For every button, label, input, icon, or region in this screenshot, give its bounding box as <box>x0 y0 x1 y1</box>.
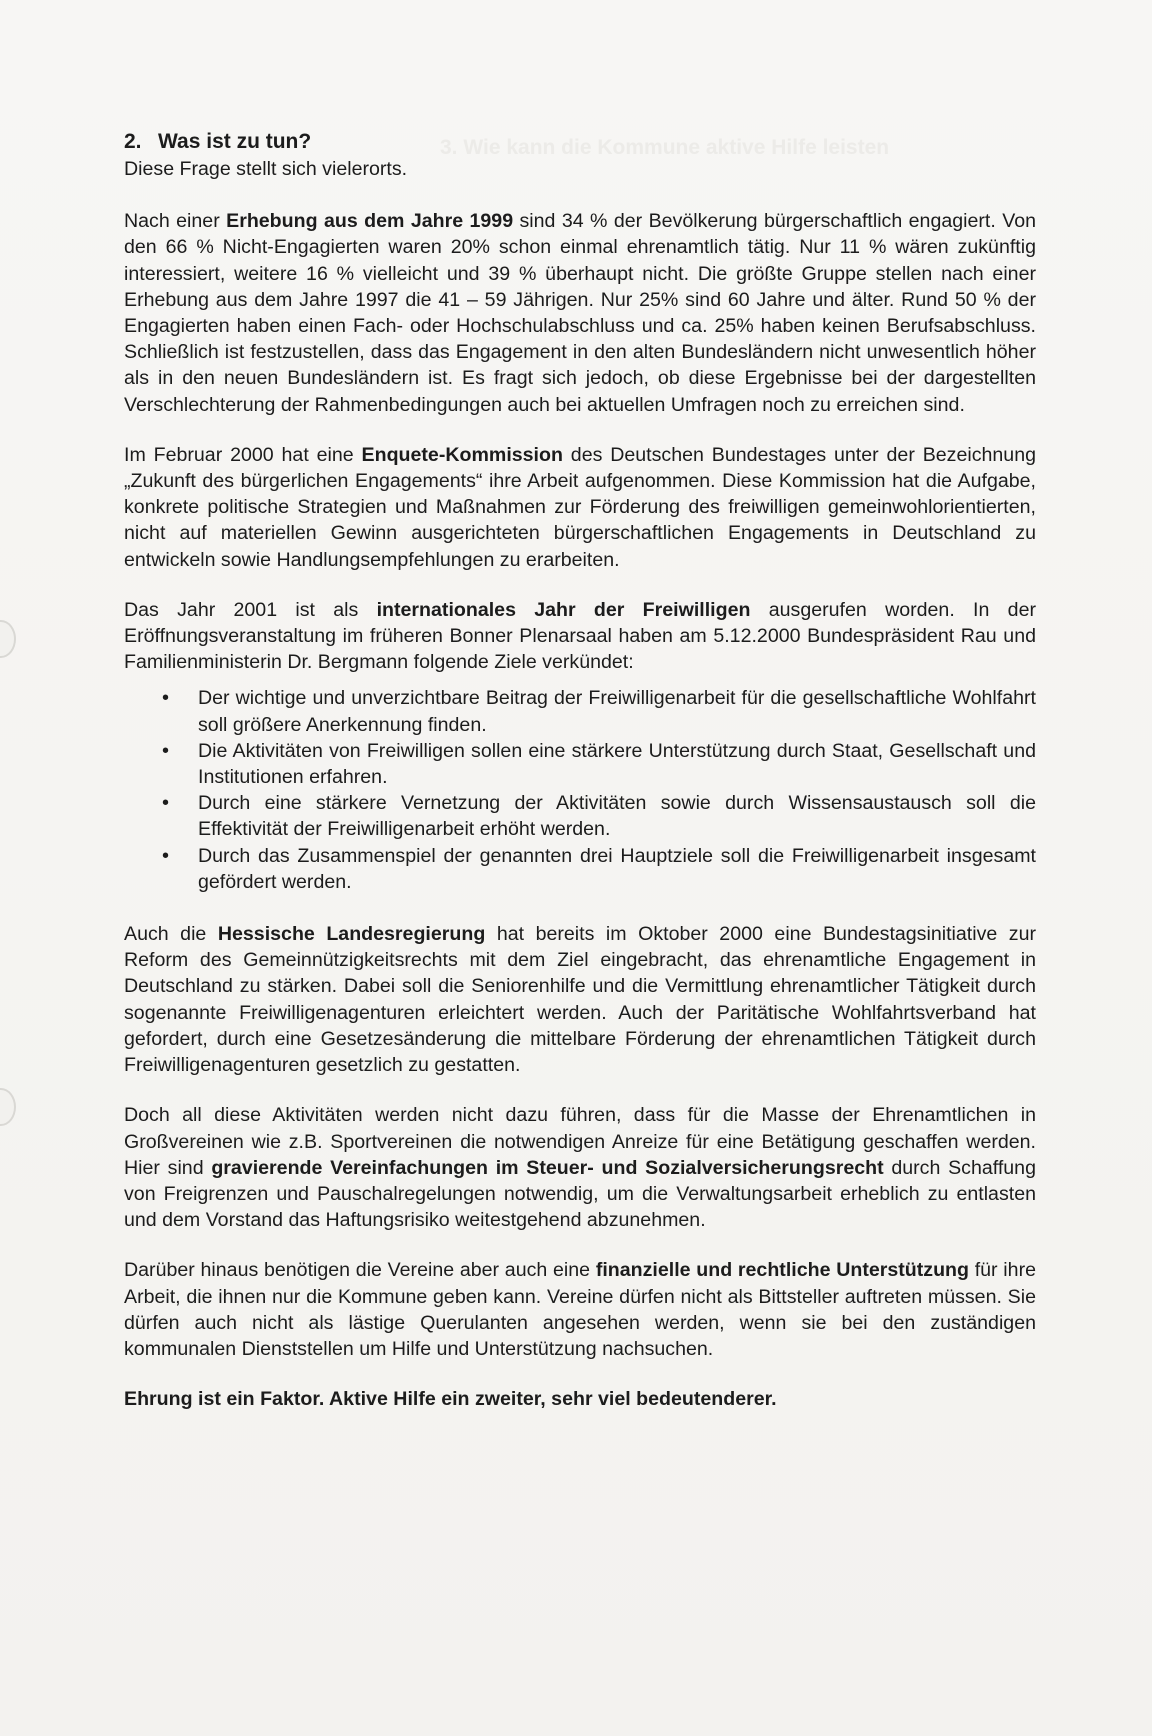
text-run: sind 34 % der Bevölkerung bürgerschaftlich engagiert. Von den 66 % Nicht-Engagierten waren 20% schon einmal ehrenamtlich tätig. Nur 11 % wären zukünftig interessiert, weitere 16 % vielleicht und 39 % überhaupt nicht. Die größte Gruppe stellen nach einer Erhebung aus dem Jahre 1997 die 41 – 59 Jährigen. Nur 25% sind 60 Jahre und älter. Rund 50 % der Engagierten haben einen Fach- oder Hochschulabschluss und ca. 25% haben keinen Berufsabschluss. Schließlich ist festzustellen, dass das Engagement in den alten Bundesländern nicht unwesentlich höher als in den neuen Bundesländern ist. Es fragt sich jedoch, ob diese Ergebnisse bei der dargestellten Verschlechterung der Rahmenbedingungen auch bei aktuellen Umfragen noch zu erreichen sind. <box>124 210 1036 416</box>
text-run: hat bereits im Oktober 2000 eine Bundestagsinitiative zur Reform des Gemeinnützigkeitsrechts mit dem Ziel eingebracht, das ehrenamtliche Engagement in Deutschland zu stärken. Dabei soll die Seniorenhilfe und die Vermittlung ehrenamtlicher Tätigkeit durch sogenannte Freiwilligenagenturen erleichtert werden. Auch der Paritätische Wohlfahrtsverband hat gefordert, durch eine Gesetzesänderung die mittelbare Förderung der ehrenamtlichen Tätigkeit durch Freiwilligenagenturen gesetzlich zu gestatten. <box>124 923 1036 1077</box>
text-run: Auch die <box>124 923 218 946</box>
text-run: ausgerufen worden. In der Eröffnungsveranstaltung im früheren Bonner Plenarsaal haben am 5.12.2000 Bundespräsident Rau und Familienministerin Dr. Bergmann folgende Ziele verkündet: <box>124 598 1036 674</box>
bullet-icon: • <box>162 844 170 867</box>
bold-text: Erhebung aus dem Jahre 1999 <box>226 210 514 233</box>
goals-list <box>124 685 1036 895</box>
section-number: 2. <box>124 130 142 153</box>
paragraph-hessen <box>124 921 1036 1078</box>
list-item <box>124 738 1036 790</box>
section-title: Was ist zu tun? <box>158 130 312 153</box>
text-run: Doch all diese Aktivitäten werden nicht dazu führen, dass für die Masse der Ehrenamtlichen in Großvereinen wie z.B. Sportvereinen die notwendigen Anreize für eine Betätigung geschaffen werden. Hier sind <box>124 1104 1036 1179</box>
paragraph-year-of-volunteers <box>124 597 1036 676</box>
list-item-text: Durch eine stärkere Vernetzung der Aktivitäten sowie durch Wissensaustausch soll die Effektivität der Freiwilligenarbeit erhöht werden. <box>198 792 1036 841</box>
text-run: für ihre Arbeit, die ihnen nur die Kommune geben kann. Vereine dürfen nicht als Bittsteller auftreten müssen. Sie dürfen auch nicht als lästige Querulanten angesehen werden, wenn sie bei den zuständigen kommunalen Dienststellen um Hilfe und Unterstützung nachsuchen. <box>124 1259 1036 1360</box>
show-through-text: 3. Wie kann die Kommune aktive Hilfe leisten <box>440 136 890 159</box>
bullet-icon: • <box>162 687 170 710</box>
list-item-text: Die Aktivitäten von Freiwilligen sollen eine stärkere Unterstützung durch Staat, Gesellschaft und Institutionen erfahren. <box>198 739 1036 789</box>
bullet-icon: • <box>162 792 170 815</box>
list-item <box>124 843 1036 895</box>
paragraph-survey <box>124 208 1036 418</box>
list-item-text: Durch das Zusammenspiel der genannten drei Hauptziele soll die Freiwilligenarbeit insgesamt gefördert werden. <box>198 844 1036 893</box>
list-item <box>124 685 1036 737</box>
text-column <box>124 128 1036 1436</box>
list-item-text: Der wichtige und unverzichtbare Beitrag der Freiwilligenarbeit für die gesellschaftliche Wohlfahrt soll größere Anerkennung finden. <box>198 687 1036 736</box>
intro-paragraph: Diese Frage stellt sich vielerorts. <box>124 158 408 180</box>
bold-text: internationales Jahr der Freiwilligen <box>376 598 751 621</box>
bold-text: finanzielle und rechtliche Unterstützung <box>595 1259 969 1282</box>
text-run: Im Februar 2000 hat eine <box>124 443 362 466</box>
bold-text: Hessische Landesregierung <box>217 923 486 946</box>
text-run: Darüber hinaus benötigen die Vereine aber auch eine <box>124 1259 596 1282</box>
punch-hole-mark <box>0 620 16 658</box>
section-heading <box>124 128 1036 156</box>
bullet-icon: • <box>162 739 170 762</box>
text-run: Nach einer <box>124 210 227 233</box>
text-run: durch Schaffung von Freigrenzen und Pauschalregelungen notwendig, um die Verwaltungsarbeit erheblich zu entlasten und dem Vorstand das Haftungsrisiko weitestgehend abzunehmen. <box>124 1156 1036 1232</box>
paragraph-enquete <box>124 442 1036 573</box>
paragraph-simplification <box>124 1102 1036 1233</box>
bold-text: Enquete-Kommission <box>361 443 563 466</box>
punch-hole-mark <box>0 1088 16 1126</box>
bold-text: gravierende Vereinfachungen im Steuer- und Sozialversicherungsrecht <box>211 1156 884 1179</box>
text-run: Das Jahr 2001 ist als <box>124 598 377 621</box>
closing-statement: Ehrung ist ein Faktor. Aktive Hilfe ein zweiter, sehr viel bedeutenderer. <box>124 1388 777 1411</box>
text-run: des Deutschen Bundestages unter der Bezeichnung „Zukunft des bürgerlichen Engagements“ ihre Arbeit aufgenommen. Diese Kommission hat die Aufgabe, konkrete politische Strategien und Maßnahmen zur Förderung des freiwilligen gemeinwohlorientierten, nicht auf materiellen Gewinn ausgerichteten bürgerschaftlichen Engagements in Deutschland zu entwickeln sowie Handlungsempfehlungen zu erarbeiten. <box>124 443 1036 571</box>
paragraph-support <box>124 1257 1036 1362</box>
list-item <box>124 790 1036 842</box>
